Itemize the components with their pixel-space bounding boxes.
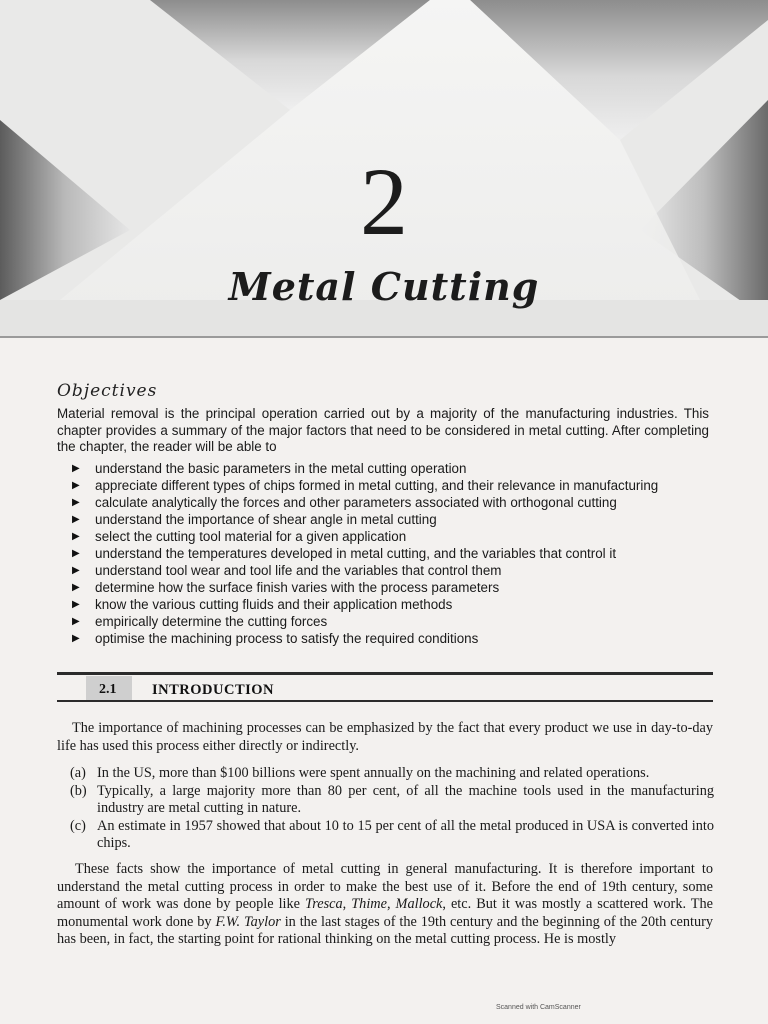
objective-text: optimise the machining process to satisfy the required conditions [95,631,479,646]
triangle-bullet-icon: ▶ [72,633,80,644]
objective-item [72,613,658,630]
objective-item [72,562,658,579]
fact-marker: (c) [70,817,86,834]
objective-text: select the cutting tool material for a given application [95,529,407,544]
objective-text: calculate analytically the forces and other parameters associated with orthogonal cutting [95,495,617,510]
facts-list [70,765,714,853]
objective-text: empirically determine the cutting forces [95,614,328,629]
objective-text: appreciate different types of chips formed in metal cutting, and their relevance in manufacturing [95,478,659,493]
section-rule-top [57,672,713,675]
triangle-bullet-icon: ▶ [72,480,80,491]
objective-item [72,460,658,477]
chapter-title: Metal Cutting [228,264,540,309]
section-title: INTRODUCTION [152,682,275,698]
section-rule-bottom [57,700,713,702]
fact-marker: (b) [70,782,87,799]
chapter-number: 2 [360,148,408,255]
objectives-list [72,460,658,647]
objective-item [72,545,658,562]
objective-text: understand tool wear and tool life and the variables that control them [95,563,502,578]
objective-text: understand the basic parameters in the metal cutting operation [95,461,467,476]
history-paragraph: These facts show the importance of metal cutting in general manufacturing. It is therefore important to understand the metal cutting process in order to make the best use of it. Before the end of 19th century, some amount of work was done by people like Tresca, Thime, Mallock, etc. But it was mostly a scattered work. The monumental work done by F.W. Taylor in the last stages of the 19th century and the beginning of the 20th century has been, in fact, the starting point for rational thinking on the metal cutting process. He is mostly [57,861,714,947]
triangle-bullet-icon: ▶ [72,497,80,508]
triangle-bullet-icon: ▶ [72,616,80,627]
fact-text: Typically, a large majority more than 80 per cent, of all the machine tools used in the manufacturing industry are metal cutting in nature. [97,782,714,816]
objective-text: determine how the surface finish varies with the process parameters [95,580,500,595]
objective-item [72,630,658,647]
section-number: 2.1 [99,682,117,697]
scanner-watermark: Scanned with CamScanner [496,1004,581,1011]
fact-item [70,783,714,818]
objective-text: understand the temperatures developed in metal cutting, and the variables that control it [95,546,617,561]
fact-item [70,765,714,783]
objective-item [72,596,658,613]
triangle-bullet-icon: ▶ [72,531,80,542]
objective-item [72,528,658,545]
objective-text: understand the importance of shear angle in metal cutting [95,512,437,527]
triangle-bullet-icon: ▶ [72,463,80,474]
triangle-bullet-icon: ▶ [72,548,80,559]
objective-text: know the various cutting fluids and their application methods [95,597,453,612]
objective-item [72,579,658,596]
fact-text: An estimate in 1957 showed that about 10 to 15 per cent of all the metal produced in USA is converted into chips. [97,817,714,851]
objectives-heading: Objectives [57,381,158,401]
intro-paragraph: The importance of machining processes can be emphasized by the fact that every product we use in day-to-day life has used this process either directly or indirectly. [57,720,713,754]
objective-item [72,477,658,494]
objective-item [72,511,658,528]
triangle-bullet-icon: ▶ [72,599,80,610]
objectives-intro: Material removal is the principal operation carried out by a majority of the manufacturing industries. This chapter provides a summary of the major factors that need to be considered in metal cutting. After completing the chapter, the reader will be able to [57,406,709,454]
fact-marker: (a) [70,765,86,781]
triangle-bullet-icon: ▶ [72,582,80,593]
fact-text: In the US, more than $100 billions were spent annually on the machining and related operations. [97,765,650,781]
triangle-bullet-icon: ▶ [72,514,80,525]
triangle-bullet-icon: ▶ [72,565,80,576]
fact-item [70,818,714,853]
objective-item [72,494,658,511]
chapter-banner [0,0,768,338]
banner-divider [0,336,768,338]
